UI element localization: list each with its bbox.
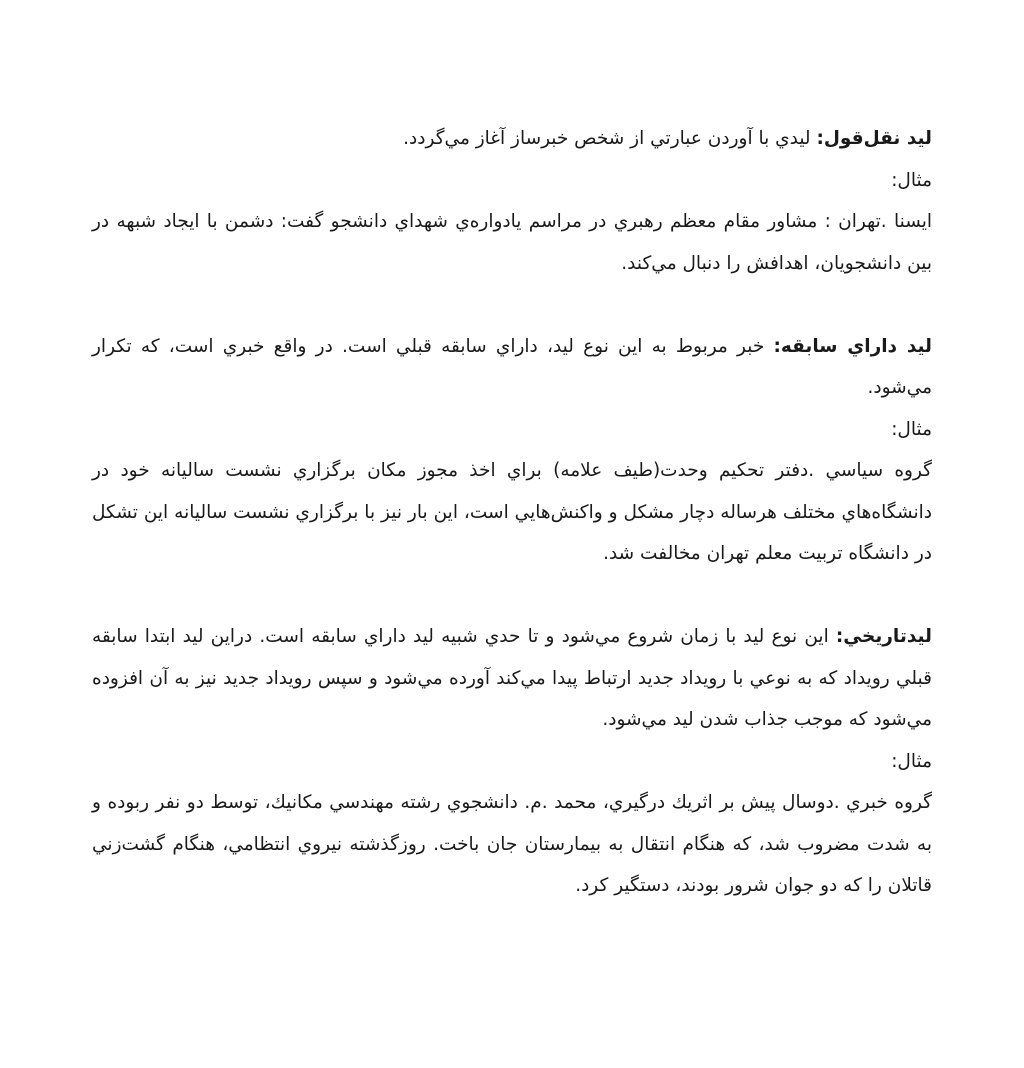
term-heading: ليد داراي سابقه: (773, 335, 932, 357)
definition-paragraph (92, 118, 932, 160)
term-heading: ليد نقل‌قول: (816, 128, 932, 149)
definition-paragraph (92, 326, 932, 409)
example-label: مثال: (891, 418, 932, 440)
section-historical-lead (92, 616, 932, 907)
section-quote-lead (92, 118, 932, 284)
example-label: مثال: (891, 169, 932, 191)
example-text: ايسنا .تهران : مشاور مقام معظم رهبري در مراسم يادواره‌ي شهداي دانشجو گفت: دشمن با ايجاد شبهه در بين دانشجويان، اهدافش را دنبال مي‌كند. (92, 211, 932, 274)
term-heading: ليدتاريخي: (835, 626, 932, 647)
example-text: گروه سياسي .دفتر تحكيم وحدت(طيف علامه) براي اخذ مجوز مكان برگزاري نشست ساليانه خود در دانشگاه‌هاي مختلف هرساله دچار مشكل و واكنش‌هايي است، اين بار نيز با برگزاري نشست ساليانه اين تشكل در دانشگاه تربيت معلم تهران مخالفت شد. (92, 460, 932, 564)
document-body (92, 118, 932, 907)
example-label: مثال: (891, 750, 932, 772)
section-background-lead (92, 326, 932, 575)
definition-text: خبر مربوط به اين نوع ليد، داراي سابقه قبلي است. در واقع خبري است، كه تكرار مي‌شود. (92, 335, 932, 398)
definition-paragraph (92, 616, 932, 741)
definition-text: اين نوع ليد با زمان شروع مي‌شود و تا حدي شبيه ليد داراي سابقه است. دراين ليد ابتدا سابقه قبلي رويداد كه به نوعي با رويداد جديد ارتباط پيدا مي‌كند آورده مي‌شود و سپس رويداد جديد نيز به آن افزوده مي‌شود كه موجب جذاب شدن ليد مي‌شود. (92, 626, 932, 730)
example-text: گروه خبري .دوسال پيش بر اثريك درگيري، محمد .م. دانشجوي رشته مهندسي مكانيك، توسط دو نفر ربوده و به شدت مضروب شد، كه هنگام انتقال به بيمارستان جان باخت. روزگذشته نيروي انتظامي، هنگام گشت‌زني قاتلان را كه دو جوان شرور بودند، دستگير كرد. (92, 792, 932, 896)
definition-text: ليدي با آوردن عبارتي از شخص خبرساز آغاز مي‌گردد. (403, 128, 817, 149)
